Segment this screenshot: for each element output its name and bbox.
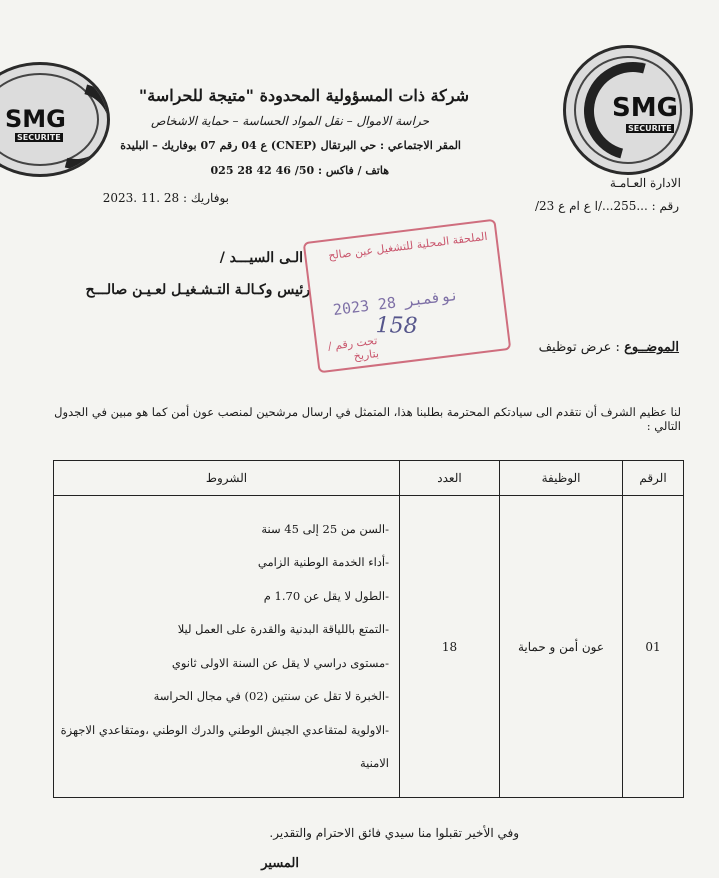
closing-text: وفي الأخير تقبلوا منا سيدي فائق الاحترام والتقدير. [269, 826, 519, 840]
col-header-conditions: الشروط [54, 461, 400, 496]
subject-label: الموضــوع [624, 340, 679, 355]
department: الادارة العـامـة [609, 176, 681, 190]
condition-item: -السن من 25 إلى 45 سنة [261, 521, 389, 536]
table-row [54, 496, 684, 798]
cell-number: 01 [623, 496, 684, 798]
stamp-agency: الملحقة المحلية للتشغيل عين صالح [327, 229, 489, 263]
company-name: شركة ذات المسؤولية المحدودة "متيجة للحراسة" [138, 86, 469, 105]
condition-item: -الطول لا يقل عن 1.70 م [263, 588, 389, 603]
subject-line [539, 340, 679, 355]
logo-text-left: SMG [5, 105, 66, 133]
recipient-salutation: الـى السيـــد / [219, 250, 303, 266]
condition-item: -الخبرة لا تقل عن سنتين (02) في مجال الحراسة [153, 689, 389, 703]
col-header-number: الرقم [623, 461, 684, 496]
subject-text: : عرض توظيف [538, 340, 620, 355]
place-date: بوفاريك : 28 .11 .2023 [102, 191, 229, 205]
company-logo-right [563, 45, 693, 175]
cell-conditions [54, 496, 400, 798]
positions-table [53, 460, 684, 798]
condition-item: -مستوى دراسي لا يقل عن السنة الاولى ثانوي [171, 655, 389, 670]
logo-text: SMG [612, 93, 678, 123]
recipient-title: رئيس وكـالـة التـشـغيـل لعـيـن صالـــح [85, 282, 310, 298]
stamp-number: 158 [375, 313, 418, 339]
logo-subtext: SECURITE [628, 124, 672, 133]
reception-stamp [303, 219, 512, 374]
condition-item: -التمتع باللياقة البدنية والقدرة على العمل ليلا [177, 622, 389, 636]
condition-item: -الاولوية لمتقاعدي الجيش الوطني والدرك الوطني ،ومتقاعدي الاجهزة الامنية [60, 722, 389, 770]
company-address: المقر الاجتماعي : حي البرتقال (CNEP) ع 04 رقم 07 بوفاريك – البليدة [120, 139, 461, 152]
reference-number: رقم : ...255.../ا ع ام ع 23/ [534, 199, 679, 213]
cell-count: 18 [400, 496, 500, 798]
cell-job: عون أمن و حماية [500, 496, 623, 798]
company-activities: حراسة الاموال – نقل المواد الحساسة – حماية الاشخاص [150, 114, 429, 128]
col-header-count: العدد [400, 461, 500, 496]
company-logo-left [0, 62, 110, 177]
logo-subtext-left: SECURITE [17, 133, 61, 142]
signature-title: المسير [261, 856, 299, 871]
stamp-date: 2023 نوفمبر 28 [332, 285, 460, 320]
condition-item: -أداء الخدمة الوطنية الزامي [257, 555, 389, 569]
stamp-footer: تحت رقم / بتاريخ [327, 334, 380, 363]
company-phone: هاتف / فاكس : 50/ 46 42 28 025 [210, 164, 389, 177]
col-header-job: الوظيفة [500, 461, 623, 496]
intro-paragraph: لنا عظيم الشرف أن نتقدم الى سيادتكم المحترمة بطلبنا هذا، المتمثل في ارسال مرشحين لمنصب عون أمن كما هو مبين في الجدول التالي : [54, 405, 681, 433]
